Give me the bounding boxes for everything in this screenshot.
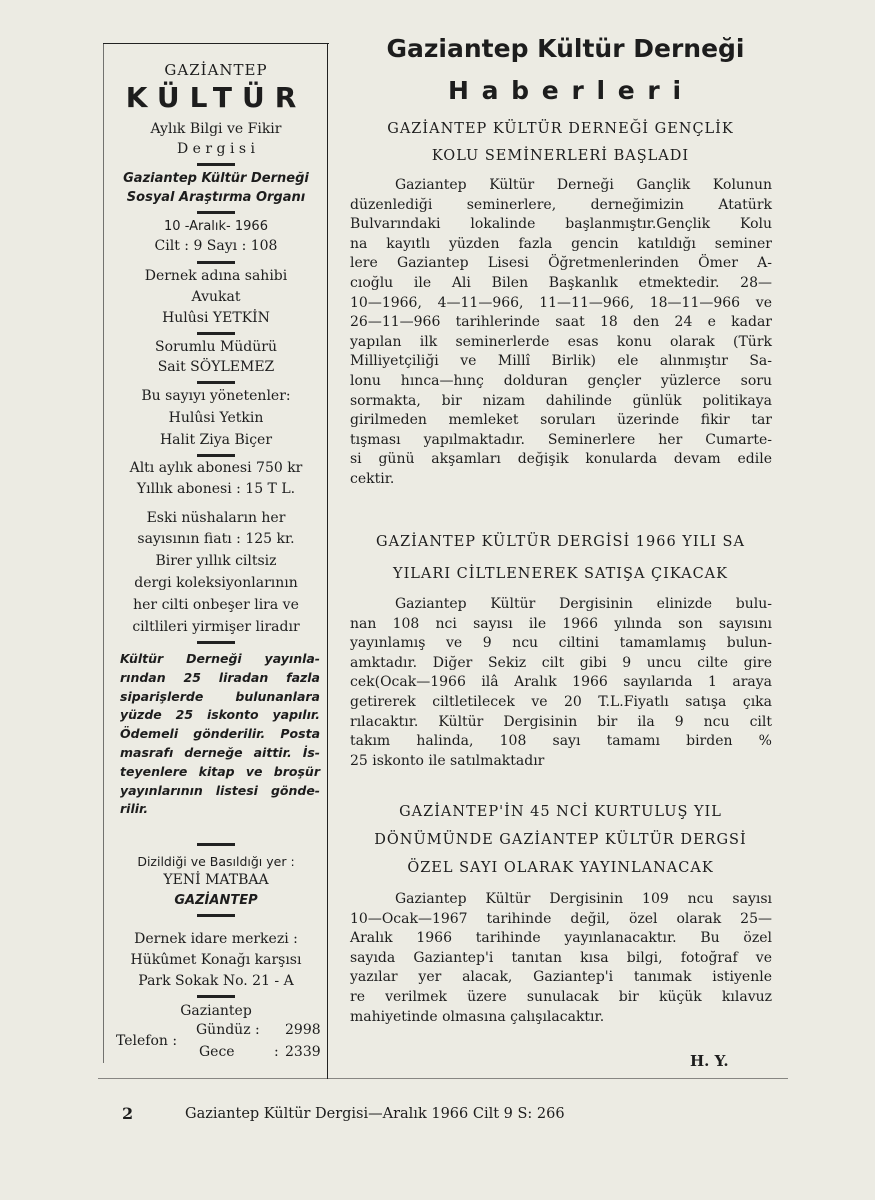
article-line: Gaziantep Kültür Dergisinin 109 ncu sayısı [395,891,772,907]
pub-line-2: rından 25 liradan fazla [120,669,320,685]
sidebar-left-rule [103,43,104,1063]
article-line: girilmeden memleket soruları üzerinde fikir tar [350,412,772,429]
article-line: nan 108 nci sayısı ile 1966 yılında son sayısını [350,615,772,632]
page-title: Gaziantep Kültür Derneği [386,34,745,63]
article-line: cek(Ocak—1966 ilâ Aralık 1966 sayılarıda 1 araya [350,674,772,691]
article-line: Gaziantep Kültür Derneği Gançlik Kolunun [395,177,772,193]
contact-city: Gaziantep [180,1003,252,1019]
article-line: sayıda Gaziantep'i tanıtan kısa bilgi, fotoğraf ve [350,949,772,966]
article-line: 25 iskonto ile satılmaktadır [350,752,545,769]
article-line: 10—Ocak—1967 tarihinde değil, özel olarak 25— [350,910,772,927]
article-heading: GAZİANTEP KÜLTÜR DERGİSİ 1966 YILI SA [376,534,745,550]
printer-name: YENİ MATBAA [163,872,269,888]
divider [197,641,235,644]
article-heading: YILARI CİLTLENEREK SATIŞA ÇIKACAK [393,566,728,582]
article-line: 26—11—966 tarihlerinde saat 18 den 24 e kadar [350,314,772,331]
article-line: tışması yapılmaktadır. Seminerlere her Cumarte- [350,431,772,448]
article-line: düzenlediği seminerlere, derneğimizin Atatürk [350,196,772,213]
issue-volume: Cilt : 9 Sayı : 108 [154,238,278,254]
old-issues-3: Birer yıllık ciltsiz [155,553,277,569]
article-line: re verilmek üzere sunulacak bir küçük kılavuz [350,988,772,1005]
old-issues-2: sayısının fiatı : 125 kr. [137,531,295,547]
article-body [350,176,772,490]
article-line: na kayıtlı yüzden fazla gencin katıldığı seminer [350,235,772,252]
article-signature: H. Y. [690,1052,729,1070]
editor-label: Sorumlu Müdürü [155,339,277,355]
phone-day-label: Gündüz : [196,1022,260,1038]
hq-label: Dernek idare merkezi : [134,931,298,947]
article-heading: DÖNÜMÜNDE GAZİANTEP KÜLTÜR DERGSİ [374,832,747,848]
article-line: rılacaktır. Kültür Dergisinin bir ila 9 ncu cilt [350,713,772,730]
article-heading: KOLU SEMİNERLERİ BAŞLADI [431,148,690,164]
owner-name: Hulûsi YETKİN [162,310,270,326]
sidebar-top-rule [103,43,329,44]
footer-page-number: 2 [122,1104,134,1123]
article-line: yazılar yer alacak, Gaziantep'i tanımak istiyenle [350,969,772,986]
article-line: cektir. [350,470,395,487]
printer-label: Dizildiği ve Basıldığı yer : [137,854,295,869]
pub-line-1: Kültür Derneği yayınla- [120,651,320,666]
article-line: 10—1966, 4—11—966, 11—11—966, 18—11—966 ve [350,294,772,311]
organ-line-2: Sosyal Araştırma Organı [126,190,306,205]
article-line: Aralık 1966 tarihinde yayınlanacaktır. Bu özel [350,930,772,947]
masthead-subtitle-2: D e r g i s i [176,141,255,157]
article-line: amktadır. Diğer Sekiz cilt gibi 9 uncu cilte gire [350,654,772,671]
divider [197,381,235,384]
divider [197,914,235,917]
article-heading: GAZİANTEP'İN 45 NCİ KURTULUŞ YIL [399,804,722,820]
pub-line-8: yayınlarının listesi gönde- [120,782,320,798]
pub-line-6: masrafı derneğe aittir. İs- [120,744,320,760]
phone-night-label: Gece [199,1044,235,1060]
article-line: Gaziantep Kültür Dergisinin elinizde bulu- [395,596,772,612]
editor-name: Sait SÖYLEMEZ [157,359,275,375]
issue-date: 10 -Aralık- 1966 [164,219,268,234]
old-issues-5: her cilti onbeşer lira ve [133,597,299,613]
footer-text: Gaziantep Kültür Dergisi—Aralık 1966 Cilt 9 S: 266 [185,1106,565,1122]
article-heading: GAZİANTEP KÜLTÜR DERNEĞİ GENÇLİK [387,121,734,137]
pub-line-5: Ödemeli gönderilir. Posta [120,726,320,742]
manager-1: Hulûsi Yetkin [168,410,264,426]
article-line: mahiyetinde olmasına çalışılacaktır. [350,1008,605,1025]
article-line: sormakta, bir nizam dahilinde günlük politikaya [350,392,772,409]
article-line: Milliyetçiliği ve Millî Birlik) ele alınmıştır Sa- [350,353,772,370]
organ-line-1: Gaziantep Kültür Derneği [123,171,309,186]
article-line: lonu hınca—hınç dolduran gençler yüzlerce soru [350,372,772,389]
article-body [350,595,772,771]
publication-discount-block [120,650,320,819]
phone-night-separator: : [274,1044,279,1060]
article-line: yayınlamış ve 9 ncu ciltini tamamlamış bulun- [350,635,772,652]
old-issues-6: ciltlileri yirmişer liradır [132,619,300,635]
masthead-subtitle-1: Aylık Bilgi ve Fikir [150,121,282,137]
pub-line-9: rilir. [120,801,149,817]
owner-label: Dernek adına sahibi [144,268,288,284]
pub-line-3: siparişlerde bulunanlara [120,688,320,704]
masthead-title: KÜLTÜR [125,81,307,114]
owner-title: Avukat [191,289,241,305]
divider [197,454,235,457]
old-issues-4: dergi koleksiyonlarının [134,575,298,591]
pub-line-7: teyenlere kitap ve broşür [120,763,320,779]
hq-address-1: Hükûmet Konağı karşısı [130,952,302,968]
printer-city: GAZİANTEP [174,893,258,908]
article-line: cıoğlu ile Ali Bilen Başkanlık etmektedir. 28— [350,274,772,291]
old-issues-1: Eski nüshaların her [146,510,286,526]
divider [197,843,235,846]
subscription-yearly: Yıllık abonesi : 15 T L. [136,481,296,497]
phone-night-number: 2339 [285,1044,321,1060]
divider [197,995,235,998]
page-subtitle: H a b e r l e r i [447,76,684,105]
manager-2: Halit Ziya Biçer [159,432,273,448]
sidebar-right-rule [327,43,328,1079]
article-line: si günü akşamları değişik konularda devam edile [350,451,772,468]
divider [197,332,235,335]
phone-label: Telefon : [116,1033,178,1049]
article-line: takım halinda, 108 sayı tamamı birden % [350,733,772,750]
divider [197,163,235,166]
subscription-6-month: Altı aylık abonesi 750 kr [129,460,303,476]
masthead-small: GAZİANTEP [164,61,268,79]
divider [197,211,235,214]
article-heading: ÖZEL SAYI OLARAK YAYINLANACAK [407,860,714,876]
footer-rule [98,1078,788,1079]
article-line: Bulvarındaki lokalinde başlanmıştır.Gençlik Kolu [350,216,772,233]
article-line: getirerek ciltletilecek ve 20 T.L.Fiyatlı satışa çıka [350,693,772,710]
phone-day-number: 2998 [285,1022,321,1038]
article-line: lere Gaziantep Lisesi Öğretmenlerinden Ömer A- [350,255,772,272]
article-body [350,890,772,1027]
managers-label: Bu sayıyı yönetenler: [141,388,291,404]
hq-address-2: Park Sokak No. 21 - A [138,973,294,989]
article-line: yapılan ilk seminerlerde esas konu olarak (Türk [350,333,772,350]
divider [197,261,235,264]
pub-line-4: yüzde 25 iskonto yapılır. [120,707,320,723]
